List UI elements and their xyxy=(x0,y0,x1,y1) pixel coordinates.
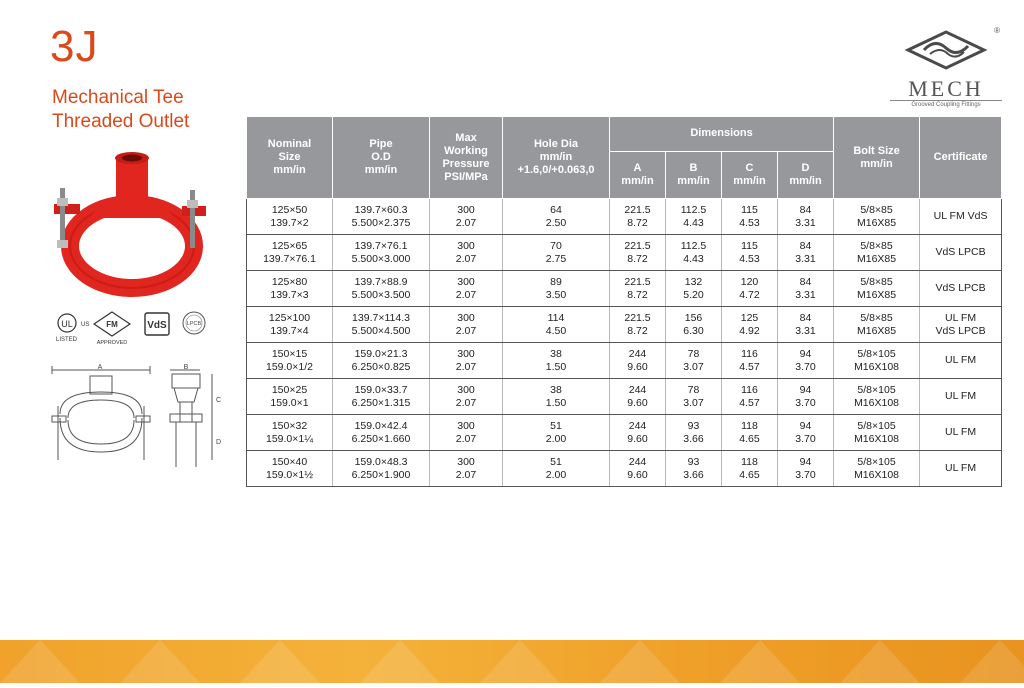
cell-bolt-size xyxy=(834,307,920,343)
cell-dim-a-line: 244 xyxy=(628,455,647,468)
cell-pipe-od-line: 139.7×76.1 xyxy=(354,239,408,252)
cell-hole-dia-line: 38 xyxy=(550,383,562,396)
cell-bolt-size xyxy=(834,451,920,487)
cell-hole-dia-line: 51 xyxy=(550,455,562,468)
cell-nominal-size-line: 159.0×1/2 xyxy=(265,360,313,373)
cell-dim-d-line: 84 xyxy=(799,311,812,324)
cell-bolt-size-line: M16X108 xyxy=(854,468,900,481)
cell-pipe-od-line: 139.7×88.9 xyxy=(354,275,408,288)
cell-dim-c-line: 118 xyxy=(741,455,758,468)
cell-nominal-size-line: 150×32 xyxy=(271,419,308,432)
ul-logo-side: US xyxy=(81,322,90,328)
cell-dim-a-line: 9.60 xyxy=(627,360,648,373)
cell-bolt-size xyxy=(834,379,920,415)
cell-dim-d-line: 84 xyxy=(799,275,812,288)
cell-pipe-od xyxy=(333,235,430,271)
cell-dim-d-line: 94 xyxy=(799,455,812,468)
table-row xyxy=(247,307,1002,343)
cell-hole-dia-line: 51 xyxy=(550,419,562,432)
cell-pipe-od xyxy=(333,199,430,235)
cell-hole-dia xyxy=(503,343,610,379)
cell-pipe-od-line: 5.500×2.375 xyxy=(351,216,411,229)
cell-dim-c xyxy=(722,415,778,451)
cell-bolt-size-line: M16X108 xyxy=(854,396,900,409)
cell-bolt-size-line: 5/8×105 xyxy=(857,383,896,396)
table-row xyxy=(247,199,1002,235)
cell-dim-d xyxy=(778,235,834,271)
cell-pipe-od xyxy=(333,307,430,343)
cell-pipe-od-line: 159.0×42.4 xyxy=(354,419,408,432)
cell-nominal-size-line: 150×40 xyxy=(271,455,308,468)
lpcb-icon xyxy=(183,312,205,334)
cell-bolt-size xyxy=(834,235,920,271)
cell-max-pressure-line: 300 xyxy=(457,455,475,468)
cell-nominal-size xyxy=(247,415,333,451)
cell-max-pressure-line: 2.07 xyxy=(455,432,477,445)
cell-dim-a-line: 221.5 xyxy=(624,239,651,252)
cell-hole-dia-line: 2.00 xyxy=(545,468,567,481)
cell-dim-c-line: 4.57 xyxy=(739,360,760,373)
cell-bolt-size-line: M16X108 xyxy=(854,432,900,445)
cell-hole-dia-line: 38 xyxy=(550,347,562,360)
cell-hole-dia-line: 3.50 xyxy=(545,288,567,301)
cell-nominal-size xyxy=(247,307,333,343)
cell-dim-b xyxy=(666,415,722,451)
cell-nominal-size xyxy=(247,379,333,415)
mech-emblem-icon xyxy=(890,26,1002,76)
cell-hole-dia xyxy=(503,451,610,487)
cell-bolt-size-line: M16X85 xyxy=(856,288,897,301)
cell-certificate-line: VdS LPCB xyxy=(935,246,986,258)
cell-max-pressure-line: 300 xyxy=(457,311,475,324)
header-hole-dia: Hole Dia mm/in +1.6,0/+0.063,0 xyxy=(503,117,610,199)
cell-dim-c xyxy=(722,451,778,487)
cell-certificate-line: VdS LPCB xyxy=(935,324,986,337)
cell-certificate xyxy=(920,307,1002,343)
cell-bolt-size-line: 5/8×85 xyxy=(860,239,893,252)
cell-bolt-size-line: 5/8×105 xyxy=(857,455,896,468)
cell-dim-d xyxy=(778,343,834,379)
cell-dim-a xyxy=(610,379,666,415)
cell-dim-b xyxy=(666,379,722,415)
cell-dim-a-line: 8.72 xyxy=(627,324,648,337)
cell-dim-d-line: 84 xyxy=(799,203,812,216)
cell-bolt-size-line: 5/8×85 xyxy=(860,275,893,288)
cell-hole-dia-line: 2.00 xyxy=(545,432,567,445)
cell-dim-d-line: 3.70 xyxy=(795,432,816,445)
cell-dim-b-line: 93 xyxy=(687,455,700,468)
cell-dim-b-line: 93 xyxy=(687,419,700,432)
cell-pipe-od xyxy=(333,415,430,451)
cell-pipe-od-line: 159.0×48.3 xyxy=(354,455,408,468)
cell-nominal-size-line: 159.0×1 xyxy=(270,396,309,409)
cell-hole-dia xyxy=(503,379,610,415)
cell-nominal-size-line: 125×65 xyxy=(271,239,308,252)
cell-dim-c-line: 4.92 xyxy=(739,324,760,337)
cell-dim-b-line: 3.07 xyxy=(683,360,704,373)
cell-dim-b-line: 4.43 xyxy=(683,216,704,229)
product-code: 3J xyxy=(50,22,99,71)
certification-logos xyxy=(50,310,215,346)
header-bolt-size: Bolt Size mm/in xyxy=(834,117,920,199)
cell-dim-c-line: 4.72 xyxy=(739,288,760,301)
cell-dim-d-line: 94 xyxy=(799,383,812,396)
cell-bolt-size-line: 5/8×105 xyxy=(857,419,896,432)
cell-max-pressure-line: 300 xyxy=(457,275,475,288)
header-pipe-od: Pipe O.D mm/in xyxy=(333,117,430,199)
cell-pipe-od-line: 5.500×4.500 xyxy=(351,324,411,337)
cell-hole-dia-line: 70 xyxy=(550,239,562,252)
cell-max-pressure xyxy=(430,415,503,451)
cell-dim-d xyxy=(778,199,834,235)
cell-nominal-size xyxy=(247,271,333,307)
cell-certificate xyxy=(920,451,1002,487)
cell-dim-b-line: 78 xyxy=(687,383,700,396)
cell-dim-a-line: 8.72 xyxy=(627,288,648,301)
table-row xyxy=(247,415,1002,451)
cell-max-pressure-line: 2.07 xyxy=(455,396,477,409)
cell-dim-d-line: 3.70 xyxy=(795,360,816,373)
cell-dim-d xyxy=(778,379,834,415)
header-dim-b: B mm/in xyxy=(666,151,722,198)
vds-logo-text: VdS xyxy=(147,320,167,331)
cell-dim-a-line: 221.5 xyxy=(624,275,651,288)
cell-dim-c-line: 120 xyxy=(740,275,759,288)
cell-dim-d-line: 3.70 xyxy=(795,396,816,409)
cell-nominal-size-line: 159.0×1¼ xyxy=(265,432,313,445)
header-dim-d: D mm/in xyxy=(778,151,834,198)
cell-dim-b-line: 3.66 xyxy=(683,468,704,481)
cell-max-pressure xyxy=(430,379,503,415)
cell-dim-d-line: 94 xyxy=(799,347,812,360)
cell-pipe-od xyxy=(333,379,430,415)
table-row xyxy=(247,343,1002,379)
product-name xyxy=(52,86,189,134)
cell-dim-b xyxy=(666,199,722,235)
cell-nominal-size-line: 159.0×1½ xyxy=(265,468,313,481)
cell-hole-dia-line: 4.50 xyxy=(545,324,567,337)
cell-nominal-size xyxy=(247,199,333,235)
cell-dim-a xyxy=(610,415,666,451)
cell-certificate-line: UL FM xyxy=(944,426,977,438)
cell-max-pressure-line: 2.07 xyxy=(455,468,477,481)
drawing-label-a: A xyxy=(97,364,103,371)
cell-bolt-size xyxy=(834,271,920,307)
cell-dim-b-line: 3.07 xyxy=(683,396,704,409)
brand-logo xyxy=(890,26,1002,112)
cell-pipe-od xyxy=(333,271,430,307)
cell-dim-d-line: 3.31 xyxy=(795,288,816,301)
cell-certificate-line: UL FM xyxy=(944,354,977,366)
vds-icon xyxy=(145,313,169,335)
fm-logo-sub: APPROVED xyxy=(96,340,128,346)
cell-dim-d-line: 3.31 xyxy=(795,324,816,337)
cell-hole-dia xyxy=(503,271,610,307)
cell-dim-d-line: 3.31 xyxy=(795,252,816,265)
cell-max-pressure-line: 2.07 xyxy=(455,360,477,373)
brand-tagline: Grooved Coupling Fittings xyxy=(890,100,1002,108)
cell-dim-a xyxy=(610,235,666,271)
cell-bolt-size xyxy=(834,199,920,235)
header-dim-a: A mm/in xyxy=(610,151,666,198)
footer-pattern xyxy=(0,640,1024,683)
table-row xyxy=(247,235,1002,271)
cell-certificate xyxy=(920,415,1002,451)
cell-dim-a-line: 244 xyxy=(628,419,647,432)
cell-max-pressure-line: 300 xyxy=(457,239,475,252)
cell-dim-a xyxy=(610,451,666,487)
cell-dim-d-line: 3.31 xyxy=(795,216,816,229)
header-certificate: Certificate xyxy=(920,117,1002,199)
lpcb-logo-text: LPCB xyxy=(186,321,202,327)
cell-pipe-od-line: 5.500×3.500 xyxy=(351,288,411,301)
table-row xyxy=(247,451,1002,487)
cell-certificate-line: VdS LPCB xyxy=(935,282,986,294)
spec-table-body xyxy=(247,199,1002,487)
cell-nominal-size-line: 139.7×3 xyxy=(270,288,309,301)
cell-max-pressure-line: 300 xyxy=(457,203,475,216)
cell-dim-a xyxy=(610,343,666,379)
header-dim-c: C mm/in xyxy=(722,151,778,198)
cell-certificate xyxy=(920,235,1002,271)
cell-hole-dia-line: 64 xyxy=(550,203,562,216)
cell-hole-dia xyxy=(503,199,610,235)
cell-max-pressure xyxy=(430,451,503,487)
cell-nominal-size-line: 150×15 xyxy=(271,347,308,360)
cell-dim-b-line: 78 xyxy=(687,347,700,360)
registered-mark: ® xyxy=(994,26,1000,35)
cell-certificate-line: UL FM xyxy=(944,462,977,474)
product-image xyxy=(48,148,213,308)
cell-dim-c-line: 4.65 xyxy=(739,432,760,445)
cell-dim-d-line: 94 xyxy=(799,419,812,432)
drawing-label-c: C xyxy=(216,397,222,404)
cell-pipe-od xyxy=(333,451,430,487)
cell-max-pressure xyxy=(430,271,503,307)
cell-dim-b-line: 132 xyxy=(684,275,703,288)
cell-dim-a-line: 9.60 xyxy=(627,468,648,481)
cell-dim-a-line: 221.5 xyxy=(624,311,651,324)
header-nominal-size: Nominal Size mm/in xyxy=(247,117,333,199)
cell-dim-c xyxy=(722,199,778,235)
cell-dim-b-line: 6.30 xyxy=(683,324,704,337)
cell-dim-a-line: 9.60 xyxy=(627,396,648,409)
cell-dim-c-line: 125 xyxy=(740,311,759,324)
cell-dim-a-line: 244 xyxy=(628,347,647,360)
cell-nominal-size-line: 125×80 xyxy=(271,275,308,288)
cell-pipe-od-line: 159.0×33.7 xyxy=(354,383,408,396)
cell-nominal-size xyxy=(247,343,333,379)
cell-dim-b xyxy=(666,451,722,487)
technical-drawing xyxy=(50,362,220,477)
cell-dim-b-line: 112.5 xyxy=(680,239,707,252)
cell-bolt-size xyxy=(834,415,920,451)
spec-table xyxy=(246,116,1002,487)
cell-max-pressure xyxy=(430,343,503,379)
cell-dim-a xyxy=(610,271,666,307)
cell-nominal-size-line: 125×100 xyxy=(268,311,311,324)
product-name-line1: Mechanical Tee xyxy=(52,87,184,108)
cell-dim-b xyxy=(666,307,722,343)
cell-pipe-od-line: 6.250×1.900 xyxy=(351,468,411,481)
cell-dim-c-line: 4.53 xyxy=(739,216,760,229)
ul-logo-sub: LISTED xyxy=(56,337,78,343)
cell-dim-b-line: 5.20 xyxy=(683,288,704,301)
cell-pipe-od-line: 159.0×21.3 xyxy=(354,347,408,360)
cell-dim-b-line: 156 xyxy=(684,311,703,324)
cell-dim-c-line: 4.57 xyxy=(739,396,760,409)
cell-dim-c xyxy=(722,379,778,415)
cell-nominal-size-line: 139.7×2 xyxy=(270,216,309,229)
product-name-line2: Threaded Outlet xyxy=(52,111,190,132)
header-dimensions: Dimensions xyxy=(610,117,834,152)
cell-pipe-od-line: 6.250×1.315 xyxy=(351,396,411,409)
cell-dim-d-line: 84 xyxy=(799,239,812,252)
fm-approved-icon xyxy=(94,312,130,346)
cell-bolt-size-line: M16X108 xyxy=(854,360,900,373)
cell-bolt-size-line: M16X85 xyxy=(856,216,897,229)
table-row xyxy=(247,271,1002,307)
cell-pipe-od xyxy=(333,343,430,379)
cell-dim-b xyxy=(666,235,722,271)
cell-certificate-line: UL FM VdS xyxy=(933,210,988,222)
cell-dim-c-line: 115 xyxy=(741,239,758,252)
cell-dim-c xyxy=(722,343,778,379)
cell-hole-dia-line: 2.75 xyxy=(545,252,567,265)
cell-max-pressure-line: 2.07 xyxy=(455,216,477,229)
cell-pipe-od-line: 6.250×1.660 xyxy=(351,432,411,445)
cell-max-pressure xyxy=(430,199,503,235)
cell-hole-dia-line: 89 xyxy=(550,275,562,288)
cell-pipe-od-line: 5.500×3.000 xyxy=(351,252,411,265)
cell-max-pressure-line: 2.07 xyxy=(455,288,477,301)
cell-bolt-size-line: 5/8×85 xyxy=(860,203,893,216)
cell-bolt-size-line: M16X85 xyxy=(856,252,897,265)
cell-dim-a-line: 9.60 xyxy=(627,432,648,445)
drawing-label-d: D xyxy=(216,439,222,446)
cell-dim-d xyxy=(778,451,834,487)
cell-dim-c-line: 118 xyxy=(741,419,758,432)
cell-nominal-size-line: 150×25 xyxy=(271,383,308,396)
cell-pipe-od-line: 139.7×114.3 xyxy=(352,311,410,324)
cell-certificate xyxy=(920,379,1002,415)
cell-hole-dia xyxy=(503,235,610,271)
cell-dim-a xyxy=(610,307,666,343)
cell-max-pressure-line: 2.07 xyxy=(455,324,477,337)
cell-certificate xyxy=(920,343,1002,379)
cell-max-pressure-line: 2.07 xyxy=(455,252,477,265)
cell-max-pressure-line: 300 xyxy=(457,419,475,432)
cell-dim-a-line: 244 xyxy=(628,383,647,396)
footer-band xyxy=(0,640,1024,683)
cell-dim-a xyxy=(610,199,666,235)
cell-nominal-size xyxy=(247,451,333,487)
cell-dim-b-line: 4.43 xyxy=(683,252,704,265)
cell-dim-b xyxy=(666,271,722,307)
cell-dim-c-line: 4.53 xyxy=(739,252,760,265)
cell-dim-d xyxy=(778,271,834,307)
cell-nominal-size-line: 125×50 xyxy=(271,203,308,216)
fm-logo-text: FM xyxy=(106,320,118,329)
cell-dim-d xyxy=(778,307,834,343)
cell-bolt-size xyxy=(834,343,920,379)
cell-certificate-line: UL FM xyxy=(944,390,977,402)
cell-dim-d-line: 3.70 xyxy=(795,468,816,481)
cell-dim-b-line: 3.66 xyxy=(683,432,704,445)
cell-hole-dia-line: 1.50 xyxy=(545,396,567,409)
cell-dim-a-line: 221.5 xyxy=(624,203,651,216)
cell-dim-d xyxy=(778,415,834,451)
cell-nominal-size-line: 139.7×76.1 xyxy=(263,252,316,265)
cell-max-pressure xyxy=(430,235,503,271)
cell-dim-a-line: 8.72 xyxy=(627,252,648,265)
cell-nominal-size-line: 139.7×4 xyxy=(270,324,309,337)
ul-logo-text: UL xyxy=(61,319,73,329)
cell-certificate xyxy=(920,271,1002,307)
cell-dim-c-line: 4.65 xyxy=(739,468,760,481)
cell-max-pressure xyxy=(430,307,503,343)
cell-max-pressure-line: 300 xyxy=(457,347,475,360)
cell-dim-c xyxy=(722,271,778,307)
cell-pipe-od-line: 139.7×60.3 xyxy=(354,203,408,216)
table-row xyxy=(247,379,1002,415)
cell-dim-c-line: 116 xyxy=(741,383,758,396)
cell-hole-dia xyxy=(503,307,610,343)
cell-bolt-size-line: 5/8×85 xyxy=(860,311,893,324)
cell-dim-c xyxy=(722,235,778,271)
cell-hole-dia-line: 1.50 xyxy=(545,360,567,373)
header-max-pressure: Max Working Pressure PSI/MPa xyxy=(430,117,503,199)
cell-dim-a-line: 8.72 xyxy=(627,216,648,229)
cell-pipe-od-line: 6.250×0.825 xyxy=(351,360,411,373)
cell-dim-c-line: 115 xyxy=(741,203,758,216)
cell-hole-dia xyxy=(503,415,610,451)
cell-dim-b xyxy=(666,343,722,379)
cell-certificate xyxy=(920,199,1002,235)
cell-hole-dia-line: 114 xyxy=(547,311,565,324)
cell-dim-c-line: 116 xyxy=(741,347,758,360)
cell-dim-b-line: 112.5 xyxy=(680,203,707,216)
ul-listed-icon xyxy=(56,314,89,343)
brand-name: MECH xyxy=(908,76,984,101)
cell-nominal-size xyxy=(247,235,333,271)
cell-certificate-line: UL FM xyxy=(944,311,977,324)
cell-hole-dia-line: 2.50 xyxy=(545,216,567,229)
cell-bolt-size-line: 5/8×105 xyxy=(857,347,896,360)
drawing-label-b: B xyxy=(183,364,189,371)
cell-bolt-size-line: M16X85 xyxy=(856,324,897,337)
cell-dim-c xyxy=(722,307,778,343)
cell-max-pressure-line: 300 xyxy=(457,383,475,396)
